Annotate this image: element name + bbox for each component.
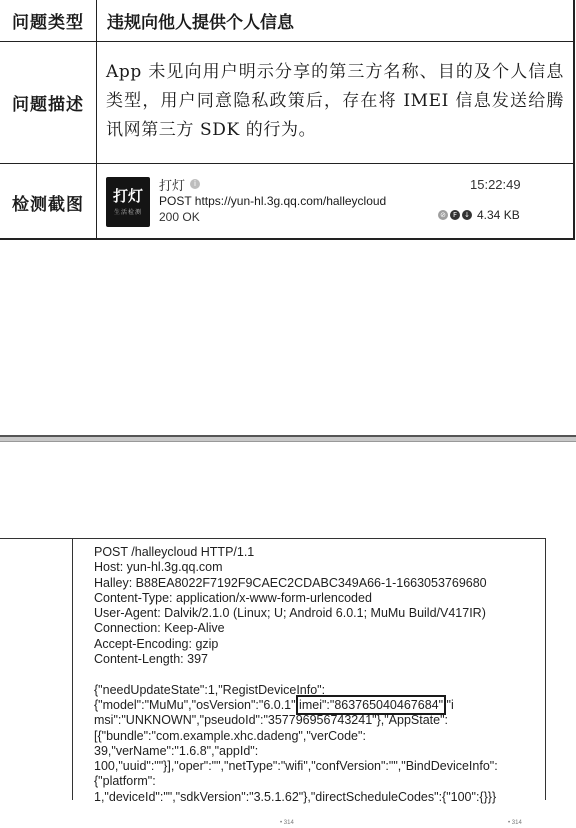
issue-description-label: 问题描述 [0, 42, 97, 163]
body-line-7: {"platform": [94, 774, 156, 789]
issue-description-row [0, 42, 575, 164]
body-line-1: {"needUpdateState":1,"RegistDeviceInfo": [94, 682, 326, 697]
request-badges [438, 208, 520, 222]
app-name: 打灯 [159, 177, 186, 193]
body-line-8: 1,"deviceId":"","sdkVersion":"3.5.1.62"},"directScheduleCodes":{"100":{}}} [94, 789, 497, 804]
http-request-text [94, 545, 534, 805]
header-connection: Connection: Keep-Alive [94, 621, 225, 636]
issue-type-label: 问题类型 [0, 0, 97, 41]
http-request-left-border [72, 539, 73, 800]
info-icon: i [190, 179, 200, 189]
header-content-type: Content-Type: application/x-www-form-urlencoded [94, 590, 372, 605]
filter-icon: F [450, 210, 460, 220]
body-line-2-post: ,"i [443, 697, 454, 712]
request-line: POST /halleycloud HTTP/1.1 [94, 545, 255, 559]
app-icon-text: 打灯 [112, 187, 143, 205]
body-line-2 [94, 698, 534, 713]
response-status: 200 OK [159, 210, 200, 224]
capture-card [97, 164, 575, 240]
app-icon [106, 177, 150, 227]
body-line-3: msi":"UNKNOWN","pseudoId":"357796956743241"},"AppState": [94, 713, 449, 728]
body-line-5: 39,"verName":"1.6.8","appId": [94, 743, 259, 758]
imei-highlight: imei":"863765040467684" [299, 697, 444, 712]
block-icon: ⊘ [438, 210, 448, 220]
header-user-agent: User-Agent: Dalvik/2.1.0 (Linux; U; Android 6.0.1; MuMu Build/V417IR) [94, 606, 486, 621]
detection-screenshot-row [0, 164, 575, 240]
issue-type-value: 违规向他人提供个人信息 [107, 13, 294, 33]
page-break-divider [0, 435, 576, 442]
issue-table [0, 0, 575, 240]
header-content-length: Content-Length: 397 [94, 652, 208, 667]
body-line-2-pre: {"model":"MuMu","osVersion":"6.0.1", [94, 697, 300, 712]
body-line-6: 100,"uuid":""}],"oper":"","netType":"wifi","confVersion":"","BindDeviceInfo": [94, 759, 498, 774]
header-host: Host: yun-hl.3g.qq.com [94, 560, 223, 575]
issue-type-row [0, 0, 575, 42]
request-time: 15:22:49 [470, 177, 521, 192]
download-icon: ↓ [462, 210, 472, 220]
issue-description-text: App 未见向用户明示分享的第三方名称、目的及个人信息类型，用户同意隐私政策后，存在将 IMEI 信息发送给腾讯网第三方 SDK 的行为。 [106, 62, 564, 140]
body-line-4: [{"bundle":"com.example.xhc.dadeng","verCode": [94, 728, 366, 743]
header-halley: Halley: B88EA8022F7192F9CAEC2CDABC349A66-1-1663053769680 [94, 575, 487, 590]
page-mark-right: • 314 [508, 820, 522, 826]
app-icon-subtext: 生活检测 [113, 209, 142, 216]
page-mark-left: • 314 [280, 820, 294, 826]
header-accept-encoding: Accept-Encoding: gzip [94, 636, 219, 651]
response-size: 4.34 KB [477, 208, 520, 222]
detection-screenshot-label: 检测截图 [0, 164, 97, 240]
request-url: POST https://yun-hl.3g.qq.com/halleycloud [159, 194, 387, 208]
